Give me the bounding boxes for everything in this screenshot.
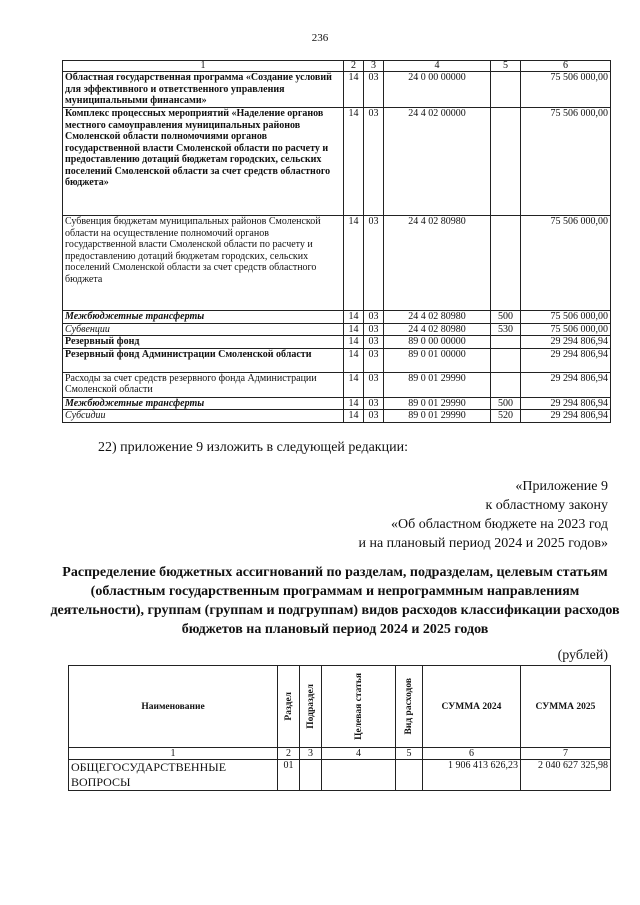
row-target-article: 89 0 01 29990 xyxy=(384,410,491,423)
row-target-article: 24 4 02 00000 xyxy=(384,108,491,216)
row-expense-type: 520 xyxy=(491,410,521,423)
table-row xyxy=(63,410,611,423)
row-podrazdel: 03 xyxy=(364,216,384,311)
row-name: Субвенция бюджетам муниципальных районов Смоленской области на осуществление полномочий органов государственной власти Смоленской области по расчету и предоставлению дотаций бюджетам городских, сельских поселений Смоленской области за счет средств областного бюджета xyxy=(63,216,344,311)
amendment-paragraph: 22) приложение 9 изложить в следующей редакции: xyxy=(98,440,408,455)
table-row xyxy=(69,760,611,791)
row-podrazdel: 03 xyxy=(364,323,384,336)
row-razdel: 14 xyxy=(344,410,364,423)
table-row xyxy=(63,108,611,216)
column-number: 1 xyxy=(63,61,344,72)
row-sum: 75 506 000,00 xyxy=(521,72,611,108)
row-podrazdel: 03 xyxy=(364,72,384,108)
row-expense-type: 500 xyxy=(491,397,521,410)
row-sum: 29 294 806,94 xyxy=(521,410,611,423)
row-razdel: 14 xyxy=(344,348,364,372)
row-razdel: 14 xyxy=(344,336,364,349)
column-number: 3 xyxy=(364,61,384,72)
row-razdel: 14 xyxy=(344,216,364,311)
row-razdel: 01 xyxy=(278,760,300,791)
row-target-article: 89 0 01 00000 xyxy=(384,348,491,372)
column-number: 1 xyxy=(69,748,278,760)
row-razdel: 14 xyxy=(344,311,364,324)
row-target-article xyxy=(322,760,396,791)
row-expense-type xyxy=(491,216,521,311)
row-name: Расходы за счет средств резервного фонда Администрации Смоленской области xyxy=(63,372,344,397)
column-number: 4 xyxy=(384,61,491,72)
row-razdel: 14 xyxy=(344,323,364,336)
row-name: Субвенции xyxy=(63,323,344,336)
header-sum-2025: СУММА 2025 xyxy=(521,666,611,748)
budget-table-continued xyxy=(62,60,611,423)
annex-reference xyxy=(358,477,608,553)
row-razdel: 14 xyxy=(344,72,364,108)
table-header-row xyxy=(63,61,611,72)
annex-line: и на плановый период 2024 и 2025 годов» xyxy=(358,536,608,551)
row-name: Резервный фонд Администрации Смоленской области xyxy=(63,348,344,372)
column-number: 6 xyxy=(423,748,521,760)
row-podrazdel: 03 xyxy=(364,336,384,349)
row-podrazdel: 03 xyxy=(364,108,384,216)
annex-line: к областному закону xyxy=(485,498,608,513)
header-vid: Вид расходов xyxy=(396,666,423,748)
row-target-article: 24 4 02 80980 xyxy=(384,311,491,324)
row-expense-type: 530 xyxy=(491,323,521,336)
row-podrazdel xyxy=(300,760,322,791)
row-target-article: 24 4 02 80980 xyxy=(384,216,491,311)
table-row xyxy=(63,348,611,372)
table-row xyxy=(63,397,611,410)
table-row xyxy=(63,372,611,397)
row-expense-type xyxy=(491,348,521,372)
column-number: 2 xyxy=(344,61,364,72)
row-razdel: 14 xyxy=(344,397,364,410)
currency-unit: (рублей) xyxy=(557,648,608,663)
column-number: 3 xyxy=(300,748,322,760)
row-sum: 29 294 806,94 xyxy=(521,336,611,349)
row-target-article: 24 4 02 80980 xyxy=(384,323,491,336)
row-sum: 29 294 806,94 xyxy=(521,372,611,397)
row-target-article: 89 0 01 29990 xyxy=(384,397,491,410)
row-expense-type: 500 xyxy=(491,311,521,324)
row-target-article: 24 0 00 00000 xyxy=(384,72,491,108)
row-name: Субсидии xyxy=(63,410,344,423)
row-sum: 75 506 000,00 xyxy=(521,311,611,324)
header-podrazdel: Подраздел xyxy=(300,666,322,748)
row-sum: 75 506 000,00 xyxy=(521,216,611,311)
row-podrazdel: 03 xyxy=(364,372,384,397)
row-expense-type xyxy=(491,372,521,397)
table-row xyxy=(63,323,611,336)
row-sum: 75 506 000,00 xyxy=(521,108,611,216)
table-row xyxy=(63,216,611,311)
row-expense-type xyxy=(491,72,521,108)
row-razdel: 14 xyxy=(344,108,364,216)
row-target-article: 89 0 00 00000 xyxy=(384,336,491,349)
row-name: Межбюджетные трансферты xyxy=(63,311,344,324)
header-sum-2024: СУММА 2024 xyxy=(423,666,521,748)
header-target: Целевая статья xyxy=(322,666,396,748)
row-name: Межбюджетные трансферты xyxy=(63,397,344,410)
column-number: 7 xyxy=(521,748,611,760)
row-name: Областная государственная программа «Создание условий для эффективного и ответственного управления муниципальными финансами» xyxy=(63,72,344,108)
column-number: 4 xyxy=(322,748,396,760)
annex-line: «Об областном бюджете на 2023 год xyxy=(391,517,608,532)
row-expense-type xyxy=(491,336,521,349)
row-podrazdel: 03 xyxy=(364,410,384,423)
table-row xyxy=(63,311,611,324)
table-row xyxy=(63,72,611,108)
table-header-row xyxy=(69,666,611,748)
row-name: Резервный фонд xyxy=(63,336,344,349)
row-sum-2025: 2 040 627 325,98 xyxy=(521,760,611,791)
row-razdel: 14 xyxy=(344,372,364,397)
column-number-row xyxy=(69,748,611,760)
row-name: ОБЩЕГОСУДАРСТВЕННЫЕ ВОПРОСЫ xyxy=(69,760,278,791)
column-number: 5 xyxy=(396,748,423,760)
row-podrazdel: 03 xyxy=(364,348,384,372)
annex-line: «Приложение 9 xyxy=(515,479,608,494)
row-name: Комплекс процессных мероприятий «Наделение органов местного самоуправления муниципальных районов Смоленской области полномочиями органов государственной власти Смоленской области по расчету и предоставлению дотаций бюджетам городских, сельских поселений Смоленской области за счет средств областного бюджета» xyxy=(63,108,344,216)
row-expense-type xyxy=(491,108,521,216)
row-sum: 75 506 000,00 xyxy=(521,323,611,336)
row-expense-type xyxy=(396,760,423,791)
row-sum: 29 294 806,94 xyxy=(521,348,611,372)
header-name: Наименование xyxy=(69,666,278,748)
column-number: 6 xyxy=(521,61,611,72)
row-sum: 29 294 806,94 xyxy=(521,397,611,410)
budget-allocation-table xyxy=(68,665,611,791)
document-heading: Распределение бюджетных ассигнований по разделам, подразделам, целевым статьям (областным государственным программам и непрограммным направлениям деятельности), группам (группам и подгруппам) видов расходов классификации расходов бюджетов на плановый период 2024 и 2025 годов xyxy=(50,565,620,637)
row-sum-2024: 1 906 413 626,23 xyxy=(423,760,521,791)
page-number: 236 xyxy=(311,32,329,44)
row-target-article: 89 0 01 29990 xyxy=(384,372,491,397)
header-razdel: Раздел xyxy=(278,666,300,748)
table-row xyxy=(63,336,611,349)
column-number: 2 xyxy=(278,748,300,760)
row-podrazdel: 03 xyxy=(364,311,384,324)
column-number: 5 xyxy=(491,61,521,72)
row-podrazdel: 03 xyxy=(364,397,384,410)
